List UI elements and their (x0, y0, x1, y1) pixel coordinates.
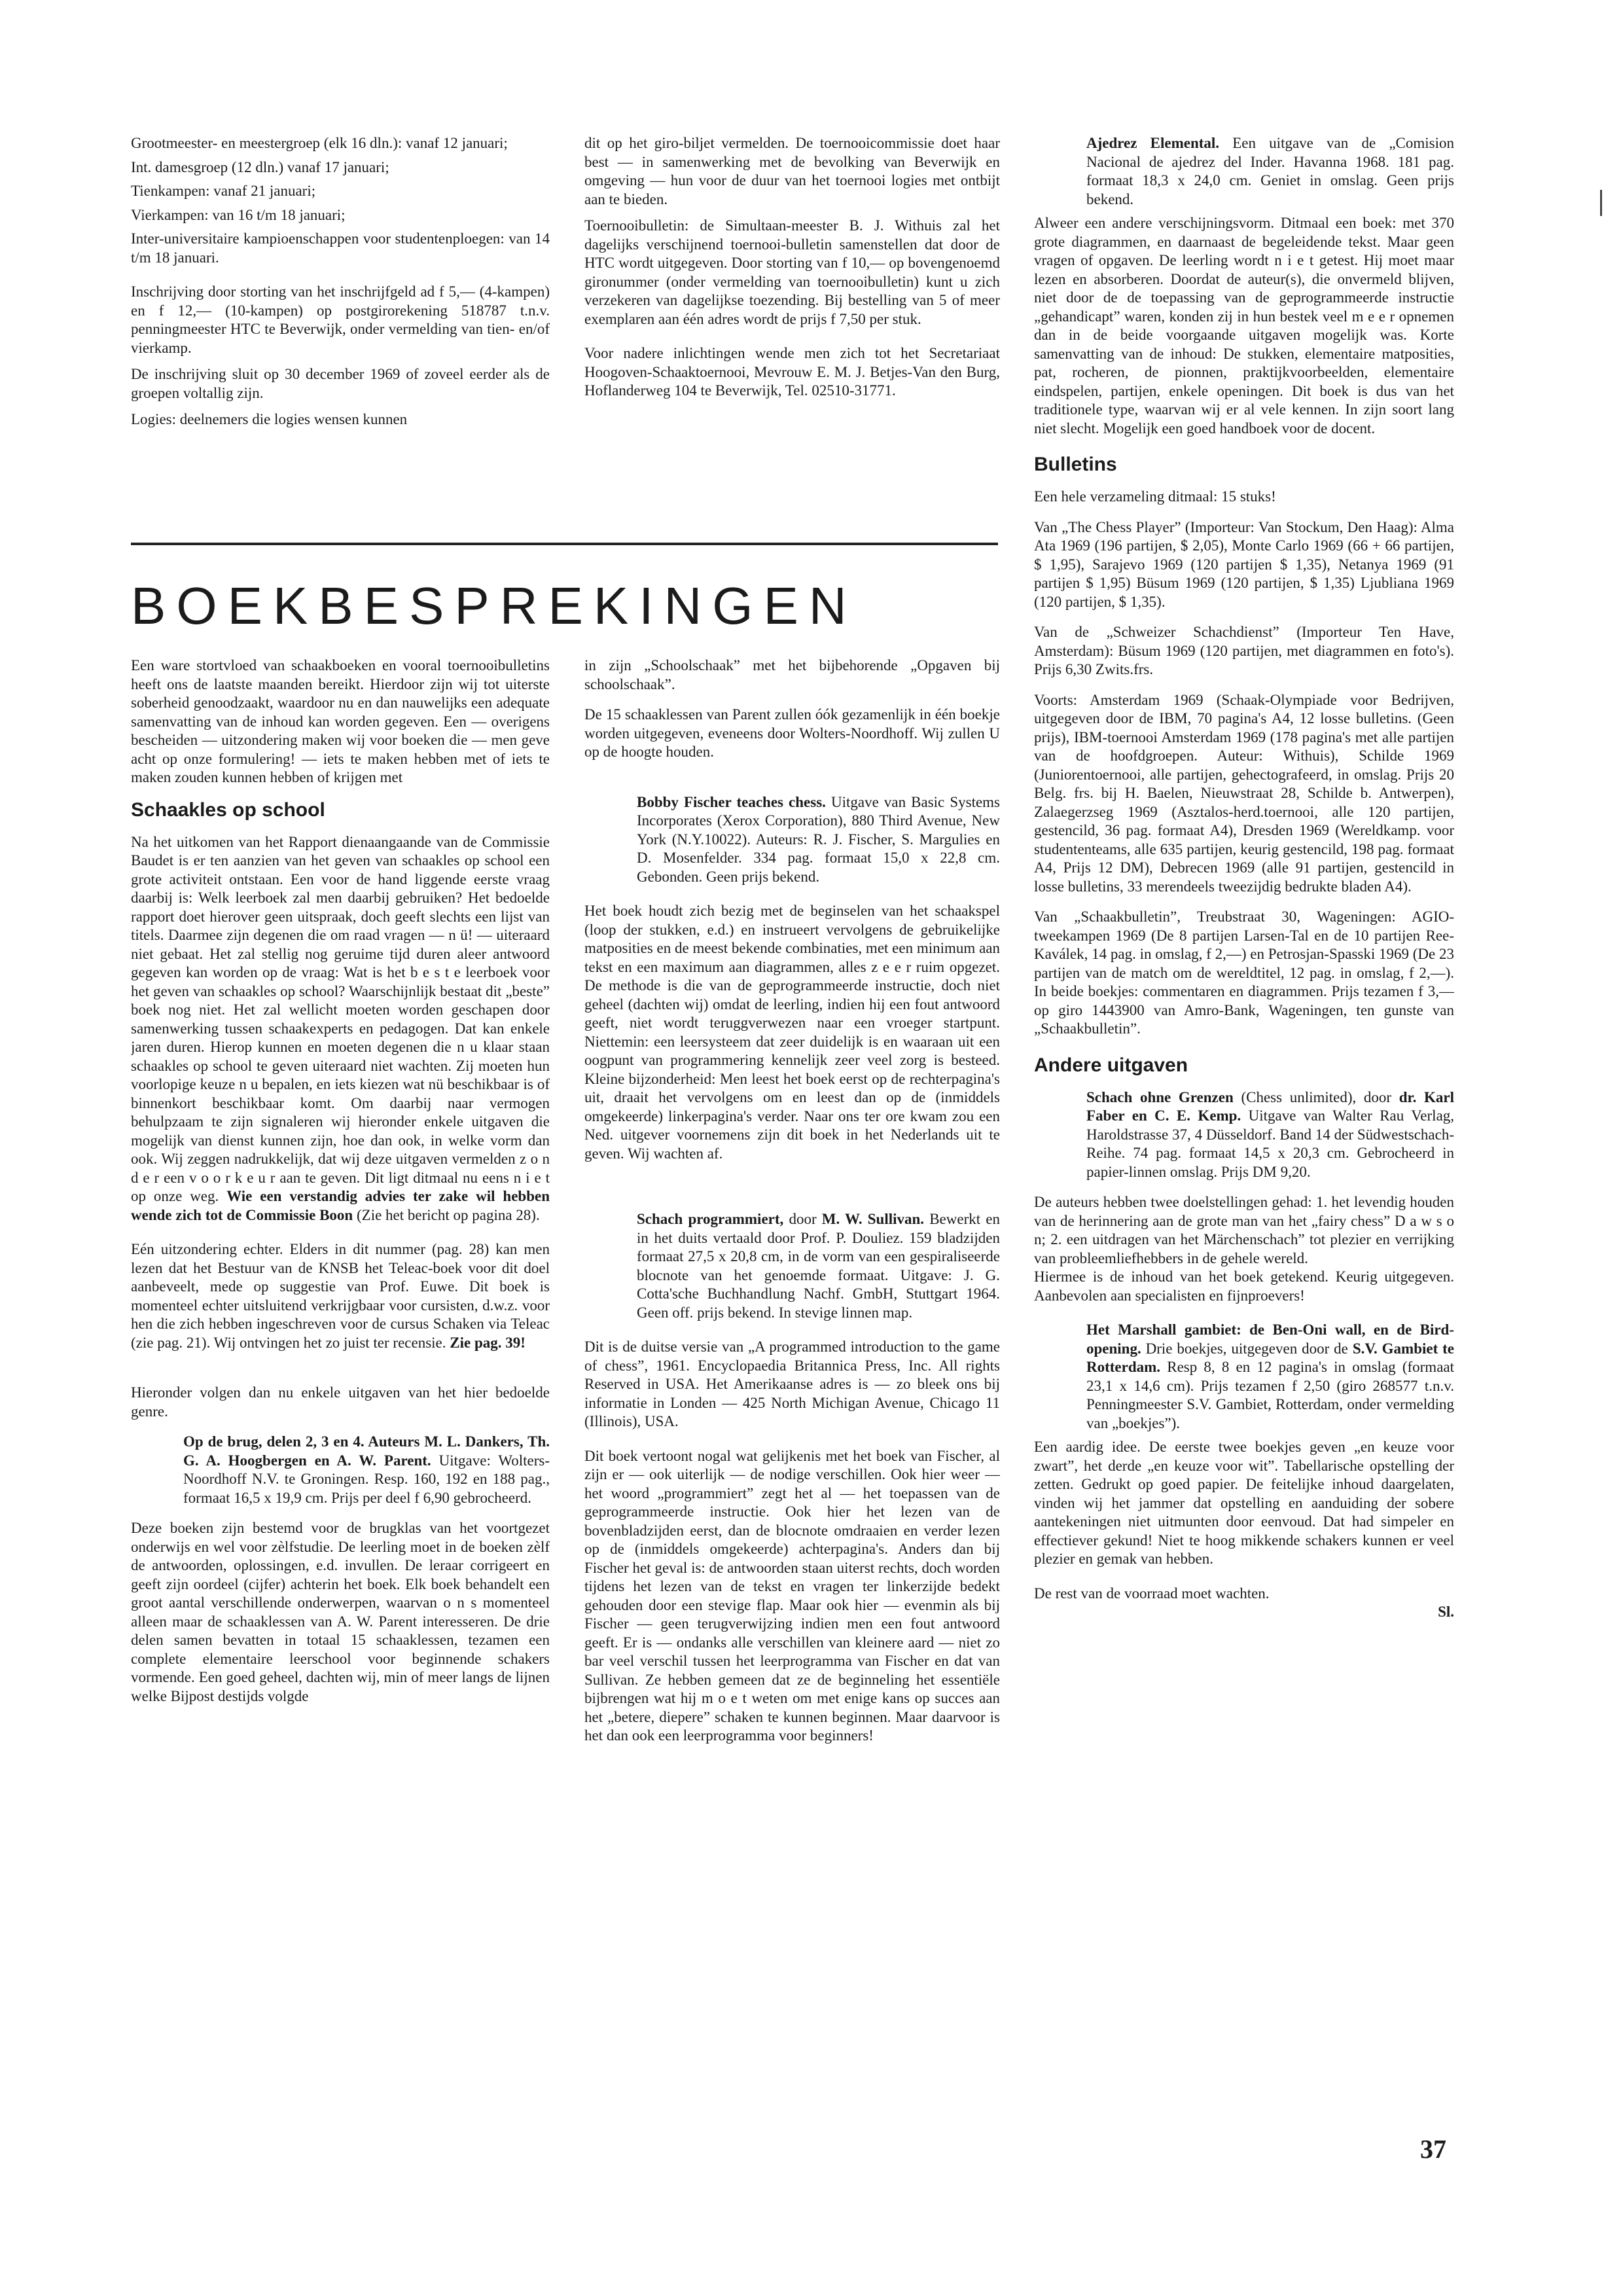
page-title: BOEKBESPREKINGEN (131, 577, 857, 635)
bulletins-intro: Een hele verzameling ditmaal: 15 stuks! (1034, 488, 1276, 505)
top-column-1 (131, 134, 550, 429)
book-entry-schach-programmiert: Schach programmiert, door M. W. Sullivan. Bewerkt en in het duits vertaald door Prof. P. Douliez. 159 bladzijden formaat 27,5 x 20,8 cm, in de vorm van een gespiraliseerde blocnote van het genoemde formaat. Uitgave: J. G. Cotta'sche Buchhandlung Nachf. GmbH, Stuttgart 1964. Geen off. prijs bekend. In stevige linnen map. (637, 1211, 1000, 1321)
schedule-dames: Int. damesgroep (12 dln.) vanaf 17 januari; (131, 158, 389, 175)
sullivan-review-paragraph: Dit boek vertoont nogal wat gelijkenis met het boek van Fischer, al zijn er — ook uiterlijk — de nodige verschillen. Ook hier weer — het woord „programmiert” zegt het al — het toepassen van de geprogrammeerde instructie. Ook hier het lezen van de bovenbladzijden eerst, dan de blocnote omdraaien en verder lezen op de (inmiddels omgekeerde) achterpagina's. Anders dan bij Fischer het geval is: de antwoorden staan uiterst rechts, doch worden tijdens het lezen van de tekst en vragen ter linkerzijde bedekt gehouden door een stevige flap. Maar ook hier — evenmin als bij Fischer — geen terugverwijzing indien men een fout antwoord geeft. Er is — ondanks alle verschillen van kleinere aard — niet zo bar veel verschil tussen het leerprogramma van Fischer en dat van Sullivan. Ze hebben gemeen dat ze de beginneling het essentiële bijbrengen wat hij m o e t weten om met enige kans op succes aan het „betere, diepere” schaken te kunnen beginnen. Maar daarvoor is het dan ook een leerprogramma voor beginners! (584, 1447, 1000, 1744)
brugklas-paragraph: Deze boeken zijn bestemd voor de brugklas van het voortgezet onderwijs en wel voor zèlfstudie. De leerling moet in de boeken zèlf de antwoorden, oplossingen, e.d. invullen. De leraar corrigeert en geeft zijn oordeel (cijfer) achterin het boek. Elk boek behandelt een groot aantal verschillende onderwerpen, waarvan o n s momenteel alleen maar de schaaklessen van A. W. Parent interesseren. De drie delen samen bevatten in totaal 15 schaaklessen, tezamen een complete elementaire leerschool voor beginnende schakers vormende. Een goed geheel, dachten wij, min of meer langs de lijnen welke Bijpost destijds volgde (131, 1520, 550, 1704)
schedule-vierkampen: Vierkampen: van 16 t/m 18 januari; (131, 206, 346, 223)
giro-text: dit op het giro-biljet vermelden. De toernooicommissie doet haar best — in samenwerking met de bevolking van Beverwijk en omgeving — hun voor de duur van het toernooi logies met ontbijt aan te bieden. (584, 135, 1000, 207)
inlichtingen-text: Voor nadere inlichtingen wende men zich tot het Secretariaat Hoogoven-Schaaktoernooi, Mevrouw E. M. J. Betjes-Van den Burg, Hoflanderweg 104 te Beverwijk, Tel. 02510-31771. (584, 345, 1000, 399)
book-entry-marshall-gambiet: Het Marshall gambiet: de Ben-Oni wall, en de Bird-opening. Drie boekjes, uitgegeven door de S.V. Gambiet te Rotterdam. Resp 8, 8 en 12 pagina's in omslag (formaat 23,1 x 14,6 cm). Prijs tezamen f 2,50 (giro 268577 t.n.v. Penningmeester S.V. Gambiet, Rotterdam, onder vermelding van „boekjes”). (1086, 1321, 1454, 1431)
book-entry-bobby-fischer: Bobby Fischer teaches chess. Uitgave van Basic Systems Incorporates (Xerox Corporation), 880 Third Avenue, New York (N.Y.10022). Auteurs: R. J. Fischer, S. Margulies en D. Mosenfelder. 334 pag. formaat 15,0 x 22,8 cm. Gebonden. Geen prijs bekend. (637, 793, 1000, 885)
hieronder-paragraph: Hieronder volgen dan nu enkele uitgaven van het hier bedoelde genre. (131, 1384, 550, 1420)
fischer-review-paragraph: Het boek houdt zich bezig met de beginselen van het schaakspel (loop der stukken, e.d.) en instrueert vervolgens de gebruikelijke matposities en de meest bekende combinaties, met een minimum aan tekst en een maximum aan diagrammen, alles z e e r ruim opgezet. De methode is die van de geprogrammeerde instructie, doch niet geheel (dachten wij) omdat de leerling, indien hij een fout antwoord geeft, niet wordt teruggverwezen naar een vroeger startpunt. Niettemin: een leersysteem dat zeer duidelijk is en waaraan uit een oogpunt van programmering kennelijk zeer veel zorg is besteed. Kleine bijzonderheid: Men leest het boek eerst op de rechterpagina's uit, draait het vervolgens om en leest dan op de (inmiddels omgekeerde) linkerpagina's verder. Naar ons ter ore kwam zou een Ned. uitgever voornemens zijn dit boek in het Nederlands uit te geven. Wij wachten af. (584, 903, 1000, 1162)
middle-column (584, 656, 1000, 1746)
duitse-versie-paragraph: Dit is de duitse versie van „A programmed introduction to the game of chess”, 1961. Encyclopaedia Britannica Press, Inc. All rights Reserved in USA. Het Amerikaanse adres is — zo bleek ons bij informatie in Londen — 425 North Michigan Avenue, Chicago 11 (Illinois), USA. (584, 1338, 1000, 1429)
inschrijving-sluit-text: De inschrijving sluit op 30 december 1969 of zoveel eerder als de groepen voltallig zijn. (131, 366, 550, 401)
bulletins-chess-player: Van „The Chess Player” (Importeur: Van Stockum, Den Haag): Alma Ata 1969 (196 partijen, $ 2,05), Monte Carlo 1969 (66 + 66 partijen, $ 1,95), Sarajevo 1969 (120 partijen $ 1,35), Netanya 1969 (91 partijen $ 1,95) Büsum 1969 (120 partijen, $ 1,35) Ljubliana 1969 (120 partijen, $ 1,35). (1034, 518, 1454, 610)
book-entry-schach-ohne-grenzen: Schach ohne Grenzen (Chess unlimited), door dr. Karl Faber en C. E. Kemp. Uitgave van Walter Rau Verlag, Haroldstrasse 37, 4 Düsseldorf. Band 14 der Südwestschach-Reihe. 74 pag. formaat 14,5 x 20,3 cm. Gebrocheerd in papier-linnen omslag. Prijs DM 9,20. (1086, 1088, 1454, 1180)
doelstellingen-paragraph: De auteurs hebben twee doelstellingen gehad: 1. het levendig houden van de herinnering aan de grote man van het „fairy chess” D a w s o n; 2. een uitdragen van het Märchenschach” tot plezier en verrijking van probleemliefhebbers in de gehele wereld. (1034, 1194, 1454, 1266)
bulletins-schachdienst: Van de „Schweizer Schachdienst” (Importeur Ten Have, Amsterdam): Büsum 1969 (120 partijen, met diagrammen en foto's). Prijs 6,30 Zwits.frs. (1034, 624, 1454, 677)
section-divider (131, 543, 998, 545)
author-signature: Sl. (1438, 1604, 1454, 1620)
right-column (1034, 134, 1454, 1622)
section-heading-schaakles: Schaakles op school (131, 798, 325, 821)
schoolschaak-paragraph: in zijn „Schoolschaak” met het bijbehorende „Opgaven bij schoolschaak”. (584, 657, 1000, 692)
uitzondering-paragraph: Eén uitzondering echter. Elders in dit nummer (pag. 28) kan men lezen dat het Bestuur van de KNSB het Teleac-boek voor dit doel aanbeveelt, mede op suggestie van Prof. Euwe. Dit boek is momenteel echter uitsluitend verkrijgbaar voor cursisten, d.w.z. voor hen die zich hebben ingeschreven voor de cursus Schaken via Teleac (zie pag. 21). Wij ontvingen het zo juist ter recensie. Zie pag. 39! (131, 1241, 550, 1351)
intro-paragraph: Een ware stortvloed van schaakboeken en vooral toernooibulletins heeft ons de laatste maanden bereikt. Hierdoor zijn wij tot uiterste soberheid genoodzaakt, waardoor nu en dan nauwelijks een adequate samenvatting van de inhoud kan worden gegeven. Een — overigens bescheiden — uitzondering maken wij voor boeken die — men geve acht op onze formulering! — iets te maken hebben met of iets te maken zouden kunnen hebben of krijgen met (131, 657, 550, 785)
top-column-2 (584, 134, 1000, 401)
book-entry-ajedrez-elemental: Ajedrez Elemental. Een uitgave van de „Comision Nacional de ajedrez del Inder. Havanna 1968. 181 pag. formaat 18,3 x 24,0 cm. Geniet in omslag. Geen prijs bekend. (1086, 135, 1454, 207)
section-heading-bulletins: Bulletins (1034, 454, 1117, 475)
schedule-tienkampen: Tienkampen: vanaf 21 januari; (131, 183, 316, 199)
schedule-universiteit: Inter-universitaire kampioenschappen voor studentenploegen: van 14 t/m 18 januari. (131, 230, 550, 266)
book-entry-op-de-brug: Op de brug, delen 2, 3 en 4. Auteurs M. L. Dankers, Th. G. A. Hoogbergen en A. W. Parent. Uitgave: Wolters-Noordhoff N.V. te Groningen. Resp. 160, 192 en 188 pag., formaat 16,5 x 19,9 cm. Prijs per deel f 6,90 gebrocheerd. (183, 1433, 550, 1506)
page-number: 37 (1420, 2134, 1446, 2164)
toernooibulletin-text: Toernooibulletin: de Simultaan-meester B. J. Withuis zal het dagelijks verschijnend toernooi-bulletin samenstellen dat door de HTC wordt uitgegeven. Door storting van f 10,— op bovengenoemd gironummer (onder vermelding van toernooibulletin) kunt u zich verzekeren van dagelijkse toezending. Bij bestelling van 5 of meer exemplaren aan één adres wordt de prijs f 7,50 per stuk. (584, 217, 1000, 327)
margin-mark (1600, 190, 1602, 216)
rest-voorraad-paragraph: De rest van de voorraad moet wachten. (1034, 1585, 1270, 1602)
inhoud-paragraph: Hiermee is de inhoud van het boek getekend. Keurig uitgegeven. Aanbevolen aan specialisten en fijnproevers! (1034, 1268, 1454, 1304)
elemental-review-paragraph: Alweer een andere verschijningsvorm. Ditmaal een boek: met 370 grote diagrammen, en daarnaast de begeleidende tekst. Maar geen vragen of opgaven. De leerling wordt n i e t getest. Hij moet maar lezen en absorberen. Doordat de auteur(s), die onvermeld blijven, niet door de de toepassing van de geprogrammeerde instructie „gehandicapt” waren, konden zij in hun bestek veel m e e r opnemen dan in de beide voorgaande uitgaven mogelijk was. Korte samenvatting van de inhoud: De stukken, elementaire matposities, pat, rocheren, de pionnen, praktijkvoorbeelden, elementaire eindspelen, partijen, enkele openingen. Dit boek is dus van het traditionele type, waarvan wij er al vele kennen. In zijn soort lang niet slecht. Mogelijk een goed handboek voor de docent. (1034, 215, 1454, 437)
bulletins-schaakbulletin: Van „Schaakbulletin”, Treubstraat 30, Wageningen: AGIO-tweekampen 1969 (De 8 partijen Larsen-Tal en de 10 partijen Ree-Kaválek, 14 pag. in omslag, f 2,—) en Petrosjan-Spasski 1969 (De 23 partijen van de match om de wereldtitel, 12 pag. in omslag, f 2,—). In beide boekjes: commentaren en diagrammen. Prijs tezamen f 3,— op giro 1443900 van Amro-Bank, Wageningen, ten gunste van „Schaakbulletin”. (1034, 908, 1454, 1037)
inschrijving-text: Inschrijving door storting van het inschrijfgeld ad f 5,— (4-kampen) en f 12,— (10-kampen) op postgirorekening 518787 t.n.v. penningmeester HTC te Beverwijk, onder vermelding van tien- en/of vierkamp. (131, 283, 550, 356)
section-heading-andere-uitgaven: Andere uitgaven (1034, 1054, 1188, 1076)
bulletins-voorts: Voorts: Amsterdam 1969 (Schaak-Olympiade voor Bedrijven, uitgegeven door de IBM, 70 pagina's A4, 12 losse bulletins. (Geen prijs), IBM-toernooi Amsterdam 1969 (178 pagina's met alle partijen van de hoofdgroepen. Auteur: Withuis), Schilde 1969 (Juniorentoernooi, alle partijen, gehectografeerd, in omslag. Prijs 20 Belg. frs. bij H. Baelen, Nieuwstraat 28, Schilde b. Antwerpen), Zalaegerzseg 1969 (Asztalos-herd.toernooi, alle 120 partijen, gestencild, 36 pag. formaat A4), Dresden 1969 (Wereldkamp. voor studententeams, alle 635 partijen, keurig gestencild, 198 pag. formaat A4, Prijs 12 DM), Debrecen 1969 (alle 91 partijen, gestencild in losse bulletins, 33 merendeels tweezijdig bedrukte bladen A4). (1034, 691, 1454, 895)
parent-paragraph: De 15 schaaklessen van Parent zullen óók gezamenlijk in één boekje worden uitgegeven, eveneens door Wolters-Noordhoff. Wij zullen U op de hoogte houden. (584, 706, 1000, 760)
left-column (131, 656, 550, 1706)
schedule-grootmeester: Grootmeester- en meestergroep (elk 16 dln.): vanaf 12 januari; (131, 135, 508, 151)
schaakles-paragraph: Na het uitkomen van het Rapport dienaangaande van de Commissie Baudet is er ten aanzien van het geven van schaakles op school een grote activiteit ontstaan. Een voor de hand liggende eerste vraag daarbij is: Welk leerboek zal men daarbij gebruiken? Het bedoelde rapport doet hierover geen uitspraak, doch geeft slechts een lijst van titels. Daarmee zijn degenen die om raad vragen — n ü! — uiteraard niet gebaat. Het zal stellig nog geruime tijd duren aleer antwoord gegeven kan worden op de vraag: Wat is het b e s t e leerboek voor het geven van schaakles op school? Waarschijnlijk bestaat dit „beste” boek nog niet. Het zal wellicht moeten worden geschapen door samenwerking tussen schaakexperts en pedagogen. Dat kan enkele jaren duren. Hierop kunnen en moeten degenen die n u klaar staan schaakles op school te geven uiteraard niet wachten. Zij moeten hun voorlopige keuze n u bepalen, en iets kiezen wat nü beschikbaar is of binnenkort beschikbaar komt. Om daarbij naar vermogen behulpzaam te zijn signaleren wij hieronder enkele uitgaven die mogelijk van dienst kunnen zijn, hoe dan ook, in welke vorm dan ook. Wij zeggen nadrukkelijk, dat wij deze uitgaven vermelden z o n d e r een v o o r k e u r aan te geven. Dit ligt ditmaal nu eens n i e t op onze weg. Wie een verstandig advies ter zake wil hebben wende zich tot de Commissie Boon (Zie het bericht op pagina 28). (131, 833, 550, 1223)
logies-text: Logies: deelnemers die logies wensen kunnen (131, 411, 408, 427)
aardig-idee-paragraph: Een aardig idee. De eerste twee boekjes geven „en keuze voor zwart”, het derde „en keuze voor wit”. Tabellarische opstelling der zetten. Gedrukt op goed papier. De feitelijke inhoud daargelaten, vinden wij het jammer dat opstelling en aanduiding der sobere aantekeningen niet uitmunten door eenvoud. Dat had simpeler en effectiever gekund! Niet te hoog mikkende schakers kunnen er veel plezier en gemak van hebben. (1034, 1439, 1454, 1567)
